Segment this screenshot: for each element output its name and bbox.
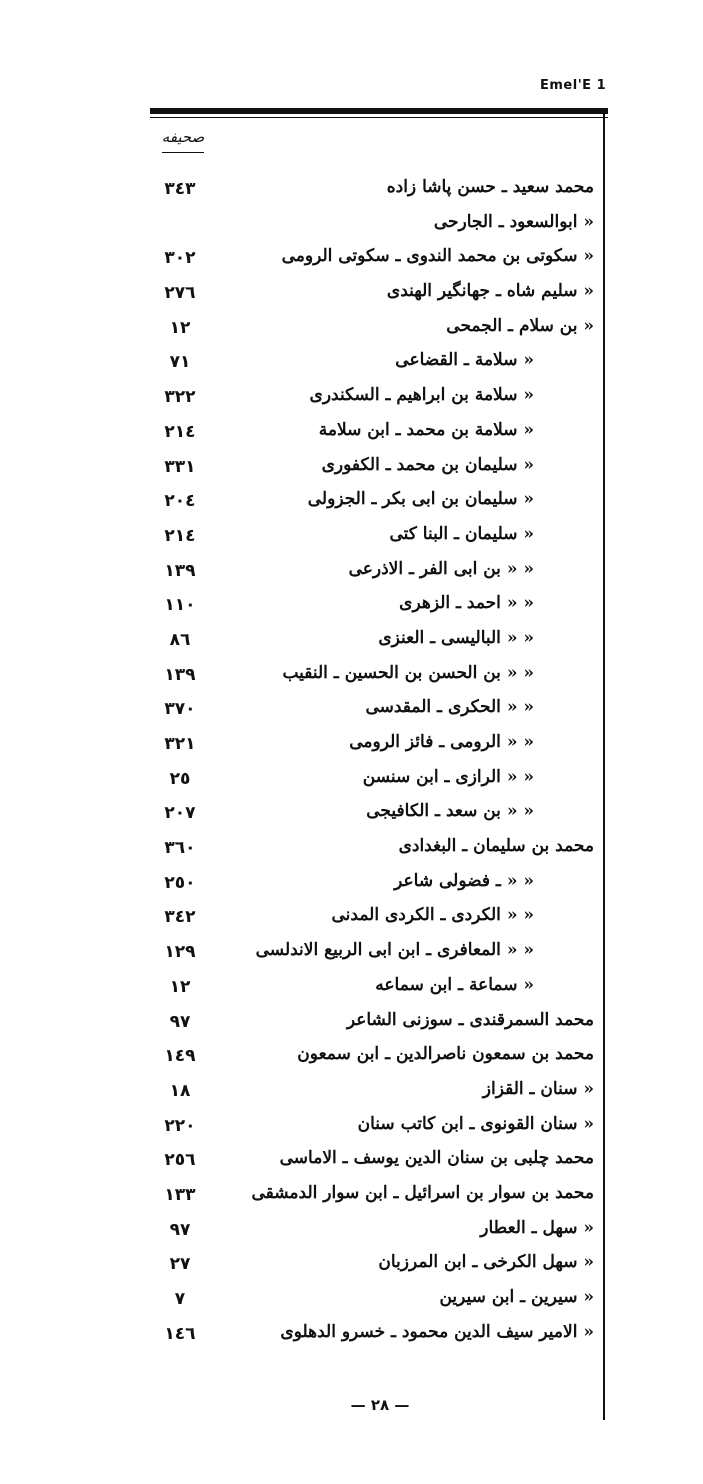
- header-rule-thick: [150, 108, 608, 114]
- index-entry-text: « « الحكری ـ المقدسی: [365, 697, 534, 718]
- index-row: [150, 1180, 600, 1215]
- page-column-header: صحيفه: [161, 128, 205, 146]
- header-rule-thin: [150, 117, 608, 118]
- index-row: [150, 243, 600, 278]
- page-number: — ٢٨ —: [350, 1396, 410, 1414]
- index-row: [150, 1284, 600, 1319]
- index-entry-text: « ابوالسعود ـ الجارحی: [433, 211, 594, 232]
- index-page-number: ٧١: [169, 352, 191, 373]
- index-entry-text: « « الكردی ـ الكردی المدنی: [331, 905, 534, 926]
- index-row: [150, 902, 600, 937]
- index-page-number: ٢٧٦: [164, 283, 196, 304]
- index-page-number: ٧: [174, 1289, 186, 1309]
- index-row: [150, 1041, 600, 1076]
- index-page-number: ٢٠٧: [164, 803, 196, 824]
- index-entry-text: « بن سلام ـ الجمحی: [446, 315, 594, 336]
- index-row: [150, 313, 600, 348]
- index-row: [150, 729, 600, 764]
- index-entry-text: « « الرومی ـ فائز الرومی: [349, 732, 534, 752]
- index-page-number: ٢٠٤: [164, 491, 196, 512]
- index-entry-text: « سلیم شاه ـ جهانگیر الهندی: [386, 281, 594, 302]
- index-row: [150, 452, 600, 487]
- index-entry-text: « سهل ـ العطار: [480, 1217, 594, 1238]
- index-row: [150, 417, 600, 452]
- index-entry-text: « سلامة ـ القضاعی: [395, 350, 534, 371]
- margin-rule: [603, 112, 605, 1420]
- index-page-number: ٢٢٠: [164, 1115, 196, 1136]
- index-row: [150, 278, 600, 313]
- header-code: Emel'E 1: [540, 78, 607, 93]
- index-entry-text: « سکوتی بن محمد الندوی ـ سکوتی الرومی: [281, 246, 594, 267]
- index-entry-text: « سنان ـ القزاز: [482, 1078, 594, 1099]
- index-row: [150, 590, 600, 625]
- index-entry-text: « سلیمان بن ابی بكر ـ الجزولی: [307, 489, 534, 510]
- index-page-number: ٣٦٠: [164, 838, 196, 859]
- index-page-number: ١٣٣: [164, 1184, 196, 1205]
- index-entry-text: « سلامة بن محمد ـ ابن سلامة: [318, 419, 534, 440]
- index-row: [150, 174, 600, 209]
- index-row: [150, 382, 600, 417]
- index-page-number: ٢١٤: [164, 421, 196, 442]
- index-entries: [150, 174, 600, 1353]
- index-entry-text: « سلیمان بن محمد ـ الكفوری: [321, 454, 534, 475]
- index-row: [150, 1319, 600, 1354]
- index-entry-text: « سلامة بن ابراهیم ـ السكندری: [309, 385, 534, 406]
- index-entry-text: « سماعة ـ ابن سماعه: [375, 974, 534, 995]
- index-page-number: ١٢: [169, 976, 191, 997]
- index-entry-text: « سلیمان ـ البنا كتی: [389, 523, 534, 544]
- index-entry-text: « « بن ابی الفر ـ الاذرعی: [348, 558, 534, 579]
- index-row: [150, 1007, 600, 1042]
- index-row: [150, 972, 600, 1007]
- index-entry-text: « سنان القونوی ـ ابن كاتب سنان: [357, 1113, 594, 1134]
- index-entry-text: « سیرین ـ ابن سیرین: [439, 1287, 594, 1307]
- index-page-number: ٢٥: [169, 768, 191, 789]
- index-row: [150, 521, 600, 556]
- index-entry-text: « « بن سعد ـ الكافیجی: [366, 801, 534, 822]
- index-page-number: ٣٢٢: [164, 387, 196, 408]
- index-page-number: ٢٧: [169, 1254, 191, 1275]
- index-entry-text: محمد بن سوار بن اسرائیل ـ ابن سوار الدمشقی: [251, 1182, 594, 1203]
- index-page-number: ٣٤٣: [164, 179, 196, 199]
- index-entry-text: « سهل الكرخی ـ ابن المرزبان: [378, 1252, 594, 1273]
- index-entry-text: « الامیر سیف الدین محمود ـ خسرو الدهلوی: [280, 1321, 594, 1342]
- index-row: [150, 1076, 600, 1111]
- page-column-underline: [162, 152, 204, 153]
- index-row: [150, 1249, 600, 1284]
- index-page-number: ١٤٦: [164, 1323, 196, 1344]
- index-row: [150, 625, 600, 660]
- index-row: [150, 1145, 600, 1180]
- index-row: [150, 1111, 600, 1146]
- index-page-number: ١٢٩: [164, 942, 196, 963]
- index-entry-text: « « البالیسی ـ العنزی: [378, 627, 534, 648]
- index-page-number: ٨٦: [169, 629, 191, 650]
- index-page-number: ٣٠٢: [164, 248, 196, 269]
- index-row: [150, 833, 600, 868]
- index-row: [150, 1215, 600, 1250]
- index-page-number: ١٨: [169, 1080, 191, 1101]
- index-row: [150, 694, 600, 729]
- index-entry-text: محمد سعيد ـ حسن پاشا زاده: [386, 177, 594, 197]
- index-entry-text: محمد بن سمعون ناصرالدین ـ ابن سمعون: [297, 1044, 594, 1065]
- index-row: [150, 209, 600, 244]
- index-entry-text: « « الرازی ـ ابن سنسن: [362, 766, 534, 787]
- index-row: [150, 347, 600, 382]
- index-page-number: ٩٧: [169, 1219, 191, 1240]
- index-entry-text: محمد چلبی بن سنان الدین یوسف ـ الاماسی: [279, 1148, 594, 1169]
- index-page-number: ٢٥٦: [164, 1150, 196, 1171]
- index-entry-text: محمد بن سلیمان ـ البغدادی: [398, 836, 594, 857]
- index-entry-text: « « المعافری ـ ابن ابی الربیع الاندلسی: [255, 940, 534, 961]
- index-page-number: ٢٥٠: [164, 872, 196, 893]
- index-page-number: ١٣٩: [164, 560, 196, 581]
- index-page-number: ٣٣١: [164, 456, 196, 477]
- index-entry-text: محمد السمرقندی ـ سوزنی الشاعر: [346, 1009, 594, 1030]
- index-row: [150, 798, 600, 833]
- index-row: [150, 937, 600, 972]
- index-entry-text: « « ـ فضولی شاعر: [394, 870, 534, 891]
- index-entry-text: « « احمد ـ الزهری: [399, 593, 534, 614]
- index-row: [150, 764, 600, 799]
- index-row: [150, 556, 600, 591]
- index-row: [150, 660, 600, 695]
- index-entry-text: « « بن الحسن بن الحسین ـ النقیب: [282, 662, 534, 683]
- index-row: [150, 486, 600, 521]
- index-row: [150, 868, 600, 903]
- index-page-number: ١٢: [169, 317, 191, 338]
- index-page-number: ٩٧: [169, 1011, 191, 1032]
- index-page-number: ١٣٩: [164, 664, 196, 685]
- index-page-number: ٣٢١: [164, 734, 196, 754]
- index-page-number: ٣٧٠: [164, 699, 196, 720]
- index-page-number: ١٤٩: [164, 1046, 196, 1067]
- index-page-number: ١١٠: [164, 595, 196, 616]
- index-page-number: ٢١٤: [164, 525, 196, 546]
- index-page-number: ٣٤٢: [164, 907, 196, 928]
